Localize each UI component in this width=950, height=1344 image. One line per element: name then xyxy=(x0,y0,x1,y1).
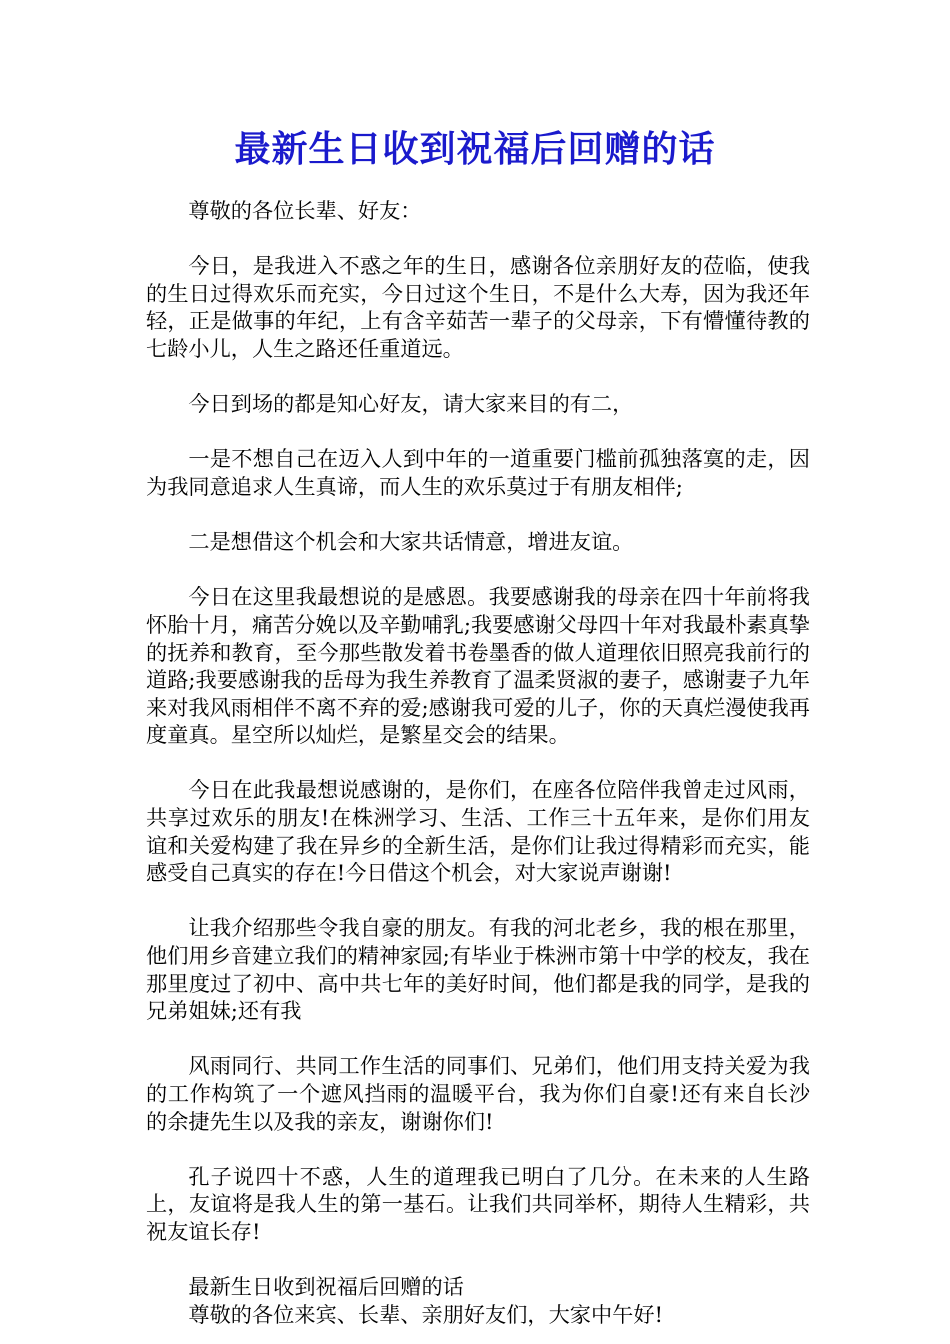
second-section-heading: 最新生日收到祝福后回赠的话 xyxy=(188,1274,464,1300)
paragraph-purpose-two: 二是想借这个机会和大家共话情意，增进友谊。 xyxy=(188,529,634,555)
document-title: 最新生日收到祝福后回赠的话 xyxy=(234,129,716,170)
paragraph-purpose-one: 一是不想自己在迈入人到中年的一道重要门槛前孤独落寞的走，因为我同意追求人生真谛，而人生的欢乐莫过于有朋友相伴; xyxy=(146,446,810,499)
paragraph-introduce-friends: 让我介绍那些令我自豪的朋友。有我的河北老乡，我的根在那里，他们用乡音建立我们的精神家园;有毕业于株洲市第十中学的校友，我在那里度过了初中、高中共七年的美好时间，他们都是我的同学，是我的兄弟姐妹;还有我 xyxy=(146,915,810,1024)
paragraph-opening: 今日，是我进入不惑之年的生日，感谢各位亲朋好友的莅临，使我的生日过得欢乐而充实，今日过这个生日，不是什么大寿，因为我还年轻，正是做事的年纪，上有含辛茹苦一辈子的父母亲，下有懵懂待教的七龄小儿，人生之路还任重道远。 xyxy=(146,253,810,361)
paragraph-gratitude-friends: 今日在此我最想说感谢的，是你们，在座各位陪伴我曾走过风雨，共享过欢乐的朋友!在株洲学习、生活、工作三十五年来，是你们用友谊和关爱构建了我在异乡的全新生活，是你们让我过得精彩而充实，能感受自己真实的存在!今日借这个机会，对大家说声谢谢! xyxy=(146,777,810,886)
paragraph-colleagues: 风雨同行、共同工作生活的同事们、兄弟们，他们用支持关爱为我的工作构筑了一个遮风挡雨的温暖平台，我为你们自豪!还有来自长沙的余捷先生以及我的亲友，谢谢你们! xyxy=(146,1053,810,1134)
salutation: 尊敬的各位长辈、好友： xyxy=(188,198,422,223)
second-section-salutation: 尊敬的各位来宾、长辈、亲朋好友们，大家中午好! xyxy=(188,1301,664,1327)
paragraph-toast: 孔子说四十不惑，人生的道理我已明白了几分。在未来的人生路上，友谊将是我人生的第一基石。让我们共同举杯，期待人生精彩，共祝友谊长存! xyxy=(146,1163,810,1244)
paragraph-gratitude-family: 今日在这里我最想说的是感恩。我要感谢我的母亲在四十年前将我怀胎十月，痛苦分娩以及辛勤哺乳;我要感谢父母四十年对我最朴素真挚的抚养和教育，至今那些散发着书卷墨香的做人道理依旧照亮我前行的道路;我要感谢我的岳母为我生养教育了温柔贤淑的妻子，感谢妻子九年来对我风雨相伴不离不弃的爱;感谢我可爱的儿子，你的天真烂漫使我再度童真。星空所以灿烂，是繁星交会的结果。 xyxy=(146,584,810,748)
document-body xyxy=(146,197,810,1328)
paragraph-purpose: 今日到场的都是知心好友，请大家来目的有二， xyxy=(188,391,634,417)
